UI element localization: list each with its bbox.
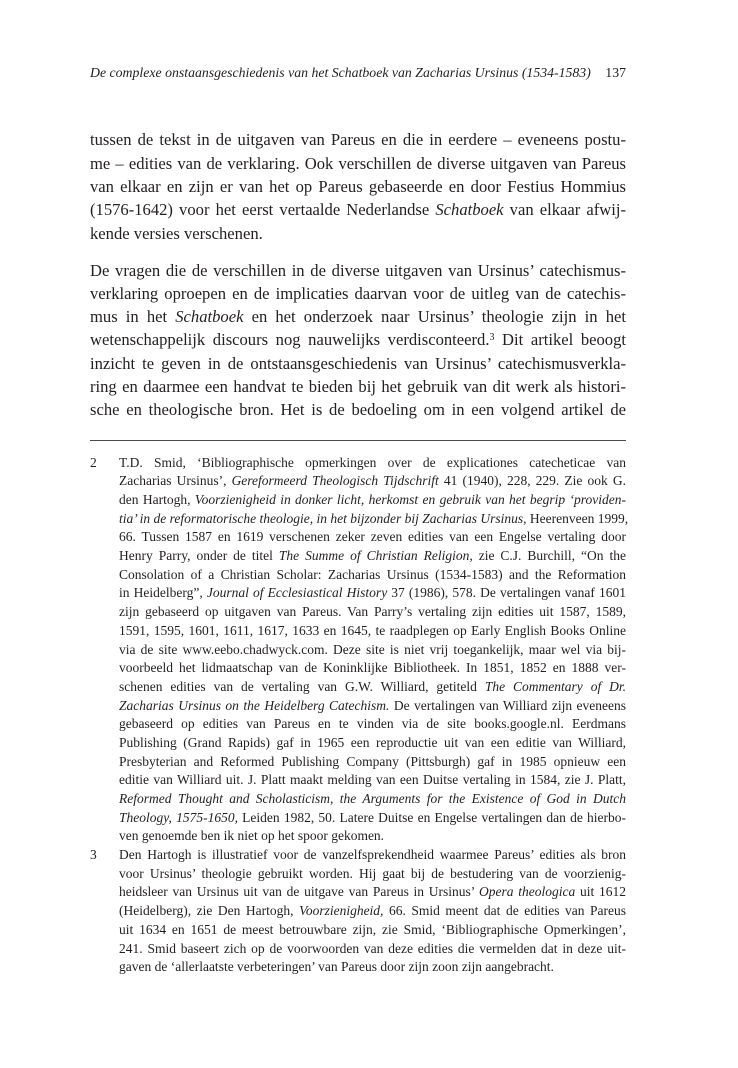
text-line (119, 809, 626, 828)
text-run: (1576-1642) voor het eerst vertaalde Nederlandse (90, 200, 436, 220)
text-run: wetenschappelijk discours nog nauwelijks verdisconteerd. (90, 330, 490, 350)
body-text (90, 128, 626, 421)
text-run: van elkaar afwij- (503, 200, 626, 220)
text-run: gaven de ‘allerlaatste verbeteringen’ van Pareus door zijn zoon zijn aangebracht. (119, 959, 554, 975)
italic-text: tia’ in de reformatorische theologie, in het bijzonder bij Zacharias Ursinus, (119, 510, 527, 526)
italic-text: The Summe of Christian Religion, (278, 548, 473, 564)
text-run: heidsleer van Ursinus uit van de uitgave van Pareus in Ursinus’ (119, 884, 480, 900)
text-line (119, 921, 626, 940)
italic-text: Reformed Thought and Scholasticism, the Arguments for the Existence of God in Dutch (119, 791, 626, 807)
text-run: ring en daarmee een handvat te bieden bij het gebruik van dit werk als histori- (90, 377, 626, 397)
text-run: en het onderzoek naar Ursinus’ theologie zijn in het (243, 307, 626, 327)
text-run: (Heidelberg), zie Den Hartogh, (119, 903, 300, 919)
page-number: 137 (605, 65, 626, 80)
text-line (119, 603, 626, 622)
text-run: 1591, 1595, 1601, 1611, 1617, 1633 en 1645, te raadplegen op Early English Books Online (119, 622, 626, 638)
text-run: T.D. Smid, ‘Bibliographische opmerkingen over de explicationes catecheticae van (119, 454, 626, 470)
italic-text: The Commentary of Dr. (484, 678, 626, 694)
text-line (119, 958, 626, 977)
text-line (90, 152, 626, 175)
text-run: uit 1634 en 1651 de meest betrouwbare zijn, zie Smid, ‘Bibliographische Opmerkingen’, (119, 921, 626, 937)
italic-text: Schatboek (435, 200, 504, 220)
text-run: kende versies verschenen. (90, 223, 263, 243)
footnote-number: 3 (90, 847, 97, 863)
text-run: me – edities van de verklaring. Ook verschillen de diverse uitgaven van Pareus (90, 153, 626, 173)
text-run: Heerenveen 1999, (526, 510, 629, 526)
text-line (119, 827, 626, 846)
body-paragraph (90, 128, 626, 244)
text-line (90, 328, 626, 351)
text-run: inzicht te geven in de ontstaansgeschiedenis van Ursinus’ catechismusverkla- (90, 353, 626, 373)
text-run: Publishing (Grand Rapids) gaf in 1965 een reproductie uit van een editie van Williard, (119, 734, 626, 750)
text-run: via de site www.eebo.chadwyck.com. Deze site is niet vrij toegankelijk, maar wel via bij- (119, 641, 626, 657)
text-line (90, 282, 626, 305)
text-run: Zacharias Ursinus’, (119, 473, 232, 489)
running-header (90, 63, 626, 83)
text-run: Leiden 1982, 50. Latere Duitse en Engelse vertalingen dan de hierbo- (237, 809, 626, 825)
text-run: zijn gebaseerd op uitgaven van Pareus. Van Parry’s vertaling zijn edities uit 1587, 1589, (119, 604, 626, 620)
text-line (119, 622, 626, 641)
text-run: editie van Williard uit. J. Platt maakt melding van een Duitse vertaling in 1584, zie J. Platt, (119, 772, 626, 788)
text-line (119, 771, 626, 790)
text-line (119, 547, 626, 566)
text-line (90, 398, 626, 421)
text-line (119, 902, 626, 921)
body-paragraph (90, 259, 626, 422)
text-line (119, 790, 626, 809)
text-run: 66. Smid meent dat de edities van Pareus (383, 903, 627, 919)
text-line (90, 375, 626, 398)
text-run: uit 1612 (575, 884, 626, 900)
text-line (90, 305, 626, 328)
italic-text: Opera theologica (479, 884, 576, 900)
footnote-text (119, 454, 629, 846)
text-run: Dit artikel beoogt (494, 330, 626, 350)
text-line (119, 678, 626, 697)
text-line (119, 846, 626, 865)
text-line (119, 528, 626, 547)
text-line (119, 491, 626, 510)
text-run: 241. Smid baseert zich op de voorwoorden van deze edities die vermelden dat in deze uit- (119, 940, 626, 956)
text-run: in Heidelberg”, (119, 585, 207, 601)
text-line (90, 259, 626, 282)
text-run: den Hartogh, (119, 492, 195, 508)
text-line (119, 865, 626, 884)
text-run: schenen edities van de vertaling van G.W. Williard, getiteld (119, 678, 485, 694)
text-run: verklaring oproepen en de implicaties daarvan voor de uitleg van de catechis- (90, 283, 626, 303)
italic-text: Journal of Ecclesiastical History (206, 585, 388, 601)
italic-text: Schatboek (175, 307, 244, 327)
footnote-reference: 3 (489, 331, 495, 343)
text-line (119, 641, 626, 660)
text-line (119, 753, 626, 772)
text-run: 66. Tussen 1587 en 1619 verschenen zeker zeven edities van een Engelse vertaling door (119, 529, 626, 545)
text-run: De vragen die de verschillen in de diverse uitgaven van Ursinus’ catechismus- (90, 260, 626, 280)
text-run: 41 (1940), 228, 229. Zie ook G. (438, 473, 626, 489)
text-run: gebaseerd op edities van Pareus en te vinden via de site books.google.nl. Eerdmans (119, 716, 626, 732)
text-run: voor Ursinus’ theologie gebruikt worden. Hij gaat bij de bestudering van de voorzienig- (119, 865, 626, 881)
text-line (119, 940, 626, 959)
footnote-text (119, 846, 626, 977)
footnote (90, 454, 629, 846)
text-line (90, 175, 626, 198)
text-line (90, 198, 626, 221)
italic-text: Theology, 1575-1650, (119, 809, 238, 825)
text-run: ven genoemde ben ik niet op het spoor gekomen. (119, 828, 385, 844)
text-run: Den Hartogh is illustratief voor de vanzelfsprekendheid waarmee Pareus’ edities als bron (119, 847, 626, 863)
text-run: mus in het (90, 307, 176, 327)
footnote-separator-rule (90, 440, 626, 441)
text-line (119, 472, 626, 491)
text-run: Henry Parry, onder de titel (119, 548, 279, 564)
text-line (119, 697, 626, 716)
italic-text: Zacharias Ursinus on the Heidelberg Catechism. (119, 697, 390, 713)
text-line (90, 222, 626, 245)
text-run: van elkaar en zijn er van het op Pareus gebaseerde en door Festius Hommius (90, 176, 626, 196)
text-line (119, 715, 626, 734)
text-line (90, 352, 626, 375)
text-line (119, 454, 626, 473)
running-title: De complexe onstaansgeschiedenis van het Schatboek van Zacharias Ursinus (1534-1583) (90, 65, 591, 80)
text-run: zie C.J. Burchill, “On the (472, 548, 626, 564)
text-run: voorbeeld het lidmaatschap van de Koninklijke Bibliotheek. In 1851, 1852 en 1888 ver- (119, 660, 626, 676)
footnotes (90, 454, 629, 977)
text-run: tussen de tekst in de uitgaven van Pareus en die in eerdere – eveneens postu- (90, 130, 626, 150)
text-line (119, 584, 626, 603)
text-line (90, 128, 626, 151)
text-line (119, 659, 626, 678)
text-run: 37 (1986), 578. De vertalingen vanaf 1601 (387, 585, 626, 601)
footnote-number: 2 (90, 454, 97, 470)
text-line (119, 510, 629, 529)
italic-text: Voorzienigheid, (299, 903, 384, 919)
footnote (90, 846, 626, 977)
text-run: Presbyterian and Reformed Publishing Company (Pittsburgh) gaf in 1985 opnieuw een (119, 753, 626, 769)
text-line (119, 734, 626, 753)
text-run: De vertalingen van Williard zijn eveneens (389, 697, 626, 713)
text-line (119, 883, 626, 902)
italic-text: Voorzienigheid in donker licht, herkomst en gebruik van het begrip ‘providen- (194, 492, 626, 508)
italic-text: Gereformeerd Theologisch Tijdschrift (231, 473, 439, 489)
text-run: Consolation of a Christian Scholar: Zacharias Ursinus (1534-1583) and the Reformation (119, 566, 626, 582)
text-run: sche en theologische bron. Het is de bedoeling om in een volgend artikel de (90, 400, 626, 420)
text-line (119, 566, 626, 585)
